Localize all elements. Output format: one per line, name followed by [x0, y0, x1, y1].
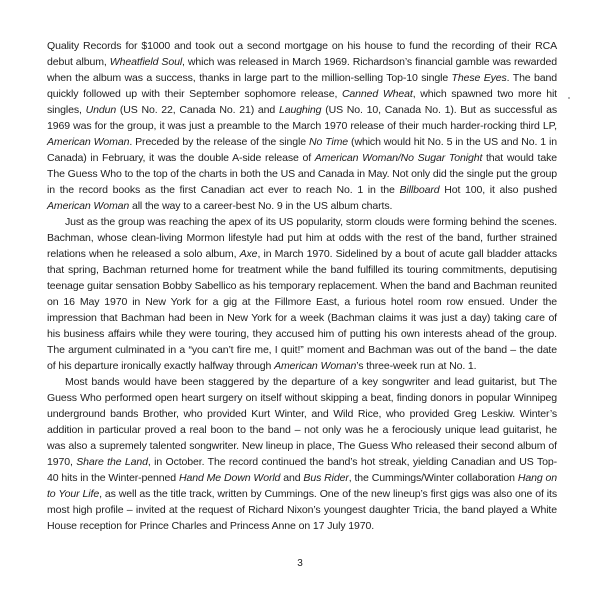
body-text [47, 38, 557, 534]
italic-title: Wheatfield Soul [109, 56, 183, 68]
scan-speck [568, 97, 570, 99]
italic-title: Bus Rider [303, 472, 349, 484]
italic-title: No Time [308, 136, 349, 148]
italic-title: Share the Land [76, 456, 148, 468]
text-run: , as well as the title track, written by Cummings. One of the new lineup’s first gigs was also one of its most high profile – invited at the request of Richard Nixon’s youngest daughter Tricia, the band played a White House reception for Prince Charles and Princess Anne on 17 July 1970. [47, 488, 557, 532]
text-run: that would take The Guess Who to the top of the charts in both the US and Canada in May. Not only did the single put the group in the record books as the first Canadian act ever to reach No. 1 in the [47, 152, 557, 196]
italic-title: Undun [85, 104, 117, 116]
text-run: , the Cummings/Winter collaboration [348, 472, 518, 484]
text-run: and [280, 472, 304, 484]
text-run: Just as the group was reaching the apex of its US popularity, storm clouds were forming behind the scenes. Bachman, whose clean-living Mormon lifestyle had put him at odds with the rest of the band, further strained relations when he released a solo album, [47, 216, 557, 260]
text-run: ’s three-week run at No. 1. [356, 360, 477, 372]
text-run: (US No. 10, Canada No. 1). But as successful as 1969 was for the group, it was just a preamble to the March 1970 release of their much harder-rocking third LP, [47, 104, 557, 132]
italic-title: These Eyes [451, 72, 507, 84]
text-run: Most bands would have been staggered by the departure of a key songwriter and lead guitarist, but The Guess Who performed open heart surgery on itself without skipping a beat, finding donors in popular Winnipeg underground bands Brother, who provided Kurt Winter, and Wild Rice, who provided Greg Leskiw. Winter’s addition in particular proved a real boon to the band – not only was he a ferociously unique lead guitarist, he was also a supremely talented songwriter. New lineup in place, The Guess Who released their second album of 1970, [47, 376, 557, 468]
text-run: (US No. 22, Canada No. 21) and [116, 104, 279, 116]
italic-title: American Woman [274, 360, 357, 372]
paragraph-1 [47, 38, 557, 214]
text-run: , in March 1970. Sidelined by a bout of acute gall bladder attacks that spring, Bachman returned home for treatment while the band fulfilled its touring commitments, deputising teenage guitar sensation Bobby Sabellico as his temporary replacement. When the band and Bachman reunited on 16 May 1970 in New York for a gig at the Fillmore East, a furious hotel room row ensued. Under the impression that Bachman had been in New York for a week (Bachman claims it was just a day) taking care of his business affairs while they were touring, they accused him of putting his own interests ahead of the group. The argument culminated in a “you can’t fire me, I quit!” moment and Bachman was out of the band – the date of his departure ironically exactly halfway through [47, 248, 557, 372]
text-run: , which spawned two more hit singles, [47, 88, 557, 116]
text-run: (which would hit No. 5 in the US and No. 1 in Canada) in February, it was the double A-side release of [47, 136, 557, 164]
italic-title: Hand Me Down World [178, 472, 281, 484]
italic-title: American Woman/No Sugar Tonight [314, 152, 483, 164]
italic-title: Billboard [399, 184, 440, 196]
italic-title: Hang on to Your Life [47, 472, 557, 500]
italic-title: American Woman [47, 136, 130, 148]
italic-title: Canned Wheat [341, 88, 413, 100]
italic-title: Laughing [278, 104, 322, 116]
page-number: 3 [297, 558, 303, 569]
paragraph-2 [47, 214, 557, 374]
text-run: , which was released in March 1969. Richardson’s financial gamble was rewarded when the album was a success, thanks in large part to the million-selling Top-10 single [47, 56, 557, 84]
text-run: . The band quickly followed up with their September sophomore release, [47, 72, 557, 100]
italic-title: Axe [239, 248, 258, 260]
paragraph-3 [47, 374, 557, 534]
italic-title: American Woman [47, 200, 130, 212]
text-run: Quality Records for $1000 and took out a second mortgage on his house to fund the recording of their RCA debut album, [47, 40, 557, 68]
text-run: all the way to a career-best No. 9 in the US album charts. [129, 200, 393, 212]
text-run: Hot 100, it also pushed [439, 184, 557, 196]
text-run: . Preceded by the release of the single [129, 136, 309, 148]
text-run: , in October. The record continued the band’s hot streak, yielding Canadian and US Top-40 hits in the Winter-penned [47, 456, 557, 484]
